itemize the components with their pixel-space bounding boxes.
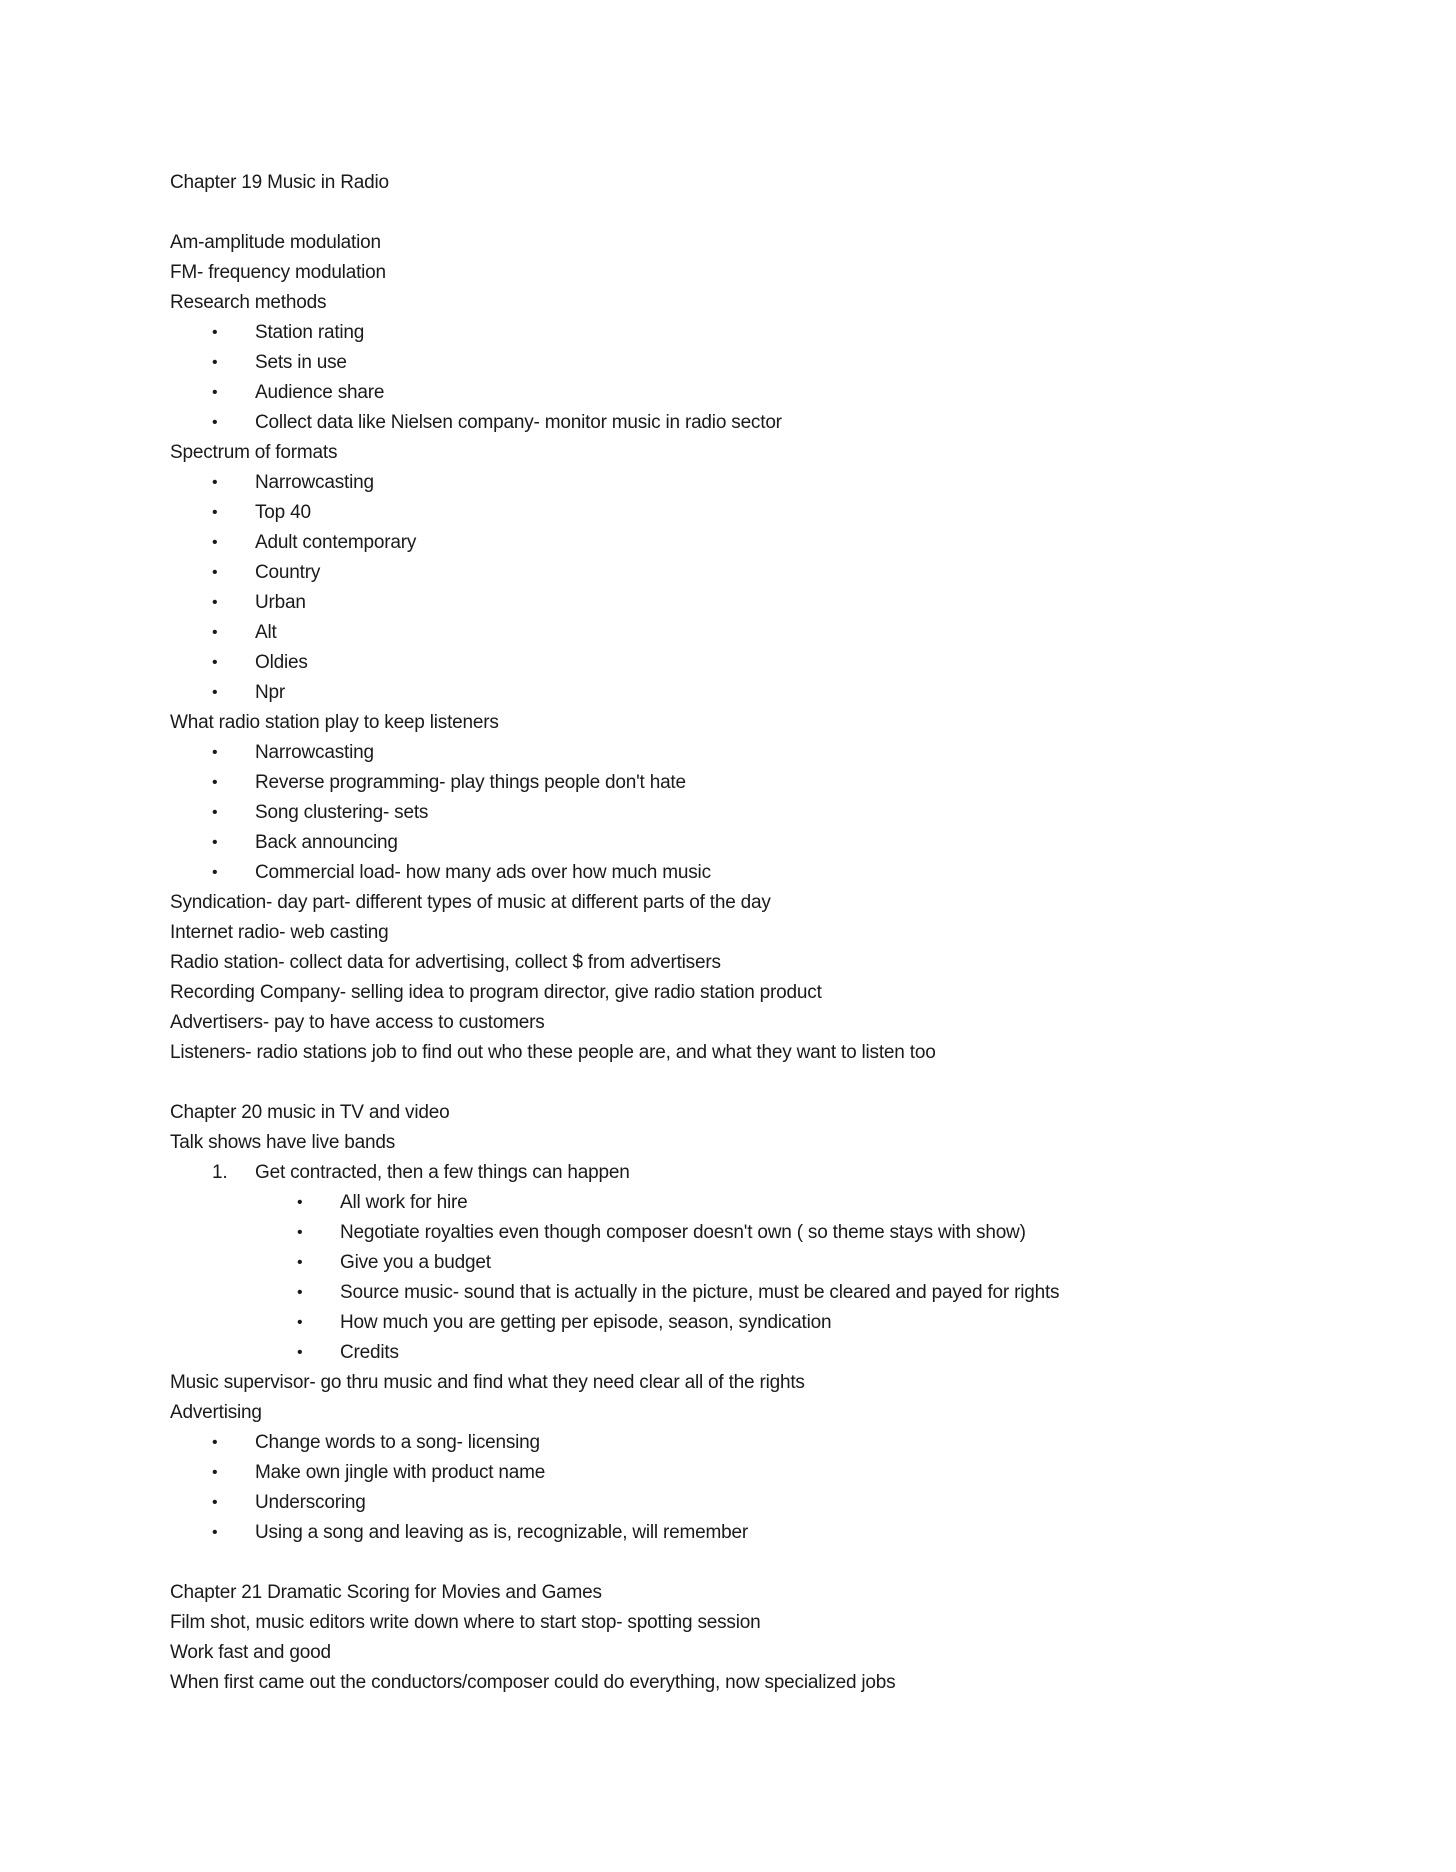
chapter-20-title: Chapter 20 music in TV and video xyxy=(170,1102,450,1123)
spacer xyxy=(170,1548,1350,1578)
music-supervisor-line: Music supervisor- go thru music and find what they need clear all of the rights xyxy=(170,1372,805,1393)
sub-list-item: • Source music- sound that is actually in the picture, must be cleared and payed for rights xyxy=(170,1278,1350,1308)
bullet-icon: • xyxy=(212,684,218,701)
bullet-icon: • xyxy=(297,1224,303,1241)
document-page xyxy=(170,168,1350,1698)
bullet-icon: • xyxy=(297,1194,303,1211)
advertising-heading: Advertising xyxy=(170,1402,262,1423)
bullet-icon: • xyxy=(212,654,218,671)
list-item: • Commercial load- how many ads over how much music xyxy=(170,858,1350,888)
advertisers-line: Advertisers- pay to have access to customers xyxy=(170,1012,545,1033)
bullet-icon: • xyxy=(212,864,218,881)
sub-list-item: • Credits xyxy=(170,1338,1350,1368)
keep-listeners-heading: What radio station play to keep listeners xyxy=(170,712,499,733)
bullet-icon: • xyxy=(212,1494,218,1511)
list-item: • Underscoring xyxy=(170,1488,1350,1518)
list-item: • Audience share xyxy=(170,378,1350,408)
bullet-icon: • xyxy=(212,594,218,611)
list-item: • Using a song and leaving as is, recognizable, will remember xyxy=(170,1518,1350,1548)
film-shot-line: Film shot, music editors write down where to start stop- spotting session xyxy=(170,1612,761,1633)
bullet-icon: • xyxy=(212,504,218,521)
bullet-icon: • xyxy=(212,774,218,791)
spacer xyxy=(170,1068,1350,1098)
sub-list-item: • Negotiate royalties even though composer doesn't own ( so theme stays with show) xyxy=(170,1218,1350,1248)
bullet-icon: • xyxy=(297,1284,303,1301)
bullet-icon: • xyxy=(212,414,218,431)
internet-radio-line: Internet radio- web casting xyxy=(170,922,389,943)
bullet-icon: • xyxy=(212,534,218,551)
list-item: • Sets in use xyxy=(170,348,1350,378)
bullet-icon: • xyxy=(212,1434,218,1451)
sub-list-item: • All work for hire xyxy=(170,1188,1350,1218)
bullet-icon: • xyxy=(212,744,218,761)
radio-station-line: Radio station- collect data for advertising, collect $ from advertisers xyxy=(170,952,721,973)
sub-list-item: • Give you a budget xyxy=(170,1248,1350,1278)
list-item: • Make own jingle with product name xyxy=(170,1458,1350,1488)
bullet-icon: • xyxy=(297,1254,303,1271)
bullet-icon: • xyxy=(212,564,218,581)
list-item: • Song clustering- sets xyxy=(170,798,1350,828)
list-item: • Oldies xyxy=(170,648,1350,678)
bullet-icon: • xyxy=(212,1524,218,1541)
list-number: 1. xyxy=(212,1162,228,1183)
list-item: • Back announcing xyxy=(170,828,1350,858)
chapter-19-title: Chapter 19 Music in Radio xyxy=(170,172,389,193)
list-item: • Country xyxy=(170,558,1350,588)
numbered-item: 1. Get contracted, then a few things can happen xyxy=(170,1158,1350,1188)
bullet-icon: • xyxy=(297,1314,303,1331)
formats-heading: Spectrum of formats xyxy=(170,442,338,463)
list-item: • Narrowcasting xyxy=(170,738,1350,768)
list-item: • Adult contemporary xyxy=(170,528,1350,558)
bullet-icon: • xyxy=(212,624,218,641)
bullet-icon: • xyxy=(212,324,218,341)
recording-company-line: Recording Company- selling idea to program director, give radio station product xyxy=(170,982,822,1003)
first-came-out-line: When first came out the conductors/composer could do everything, now specialized jobs xyxy=(170,1672,896,1693)
bullet-icon: • xyxy=(212,804,218,821)
research-methods-heading: Research methods xyxy=(170,292,327,313)
bullet-icon: • xyxy=(212,1464,218,1481)
bullet-icon: • xyxy=(297,1344,303,1361)
list-item: • Top 40 xyxy=(170,498,1350,528)
bullet-icon: • xyxy=(212,474,218,491)
syndication-line: Syndication- day part- different types of music at different parts of the day xyxy=(170,892,771,913)
bullet-icon: • xyxy=(212,384,218,401)
spacer xyxy=(170,198,1350,228)
list-item: • Collect data like Nielsen company- monitor music in radio sector xyxy=(170,408,1350,438)
listeners-line: Listeners- radio stations job to find out who these people are, and what they want to listen too xyxy=(170,1042,936,1063)
list-item: • Npr xyxy=(170,678,1350,708)
list-item: • Urban xyxy=(170,588,1350,618)
list-item: • Narrowcasting xyxy=(170,468,1350,498)
list-item: • Alt xyxy=(170,618,1350,648)
list-item: • Change words to a song- licensing xyxy=(170,1428,1350,1458)
list-item: • Station rating xyxy=(170,318,1350,348)
work-fast-line: Work fast and good xyxy=(170,1642,331,1663)
am-definition: Am-amplitude modulation xyxy=(170,232,381,253)
list-item: • Reverse programming- play things people don't hate xyxy=(170,768,1350,798)
bullet-icon: • xyxy=(212,834,218,851)
fm-definition: FM- frequency modulation xyxy=(170,262,386,283)
talk-shows-line: Talk shows have live bands xyxy=(170,1132,396,1153)
chapter-21-title: Chapter 21 Dramatic Scoring for Movies and Games xyxy=(170,1582,602,1603)
bullet-icon: • xyxy=(212,354,218,371)
sub-list-item: • How much you are getting per episode, season, syndication xyxy=(170,1308,1350,1338)
